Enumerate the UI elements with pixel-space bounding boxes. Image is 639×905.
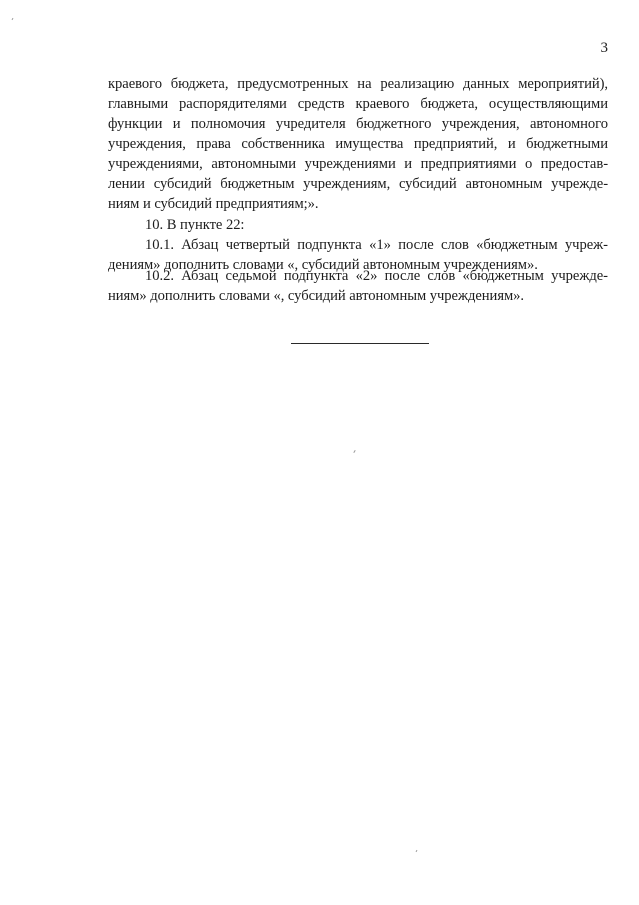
text-line: 10. В пункте 22: <box>145 217 245 233</box>
text-line: дениям» дополнить словами «, субсидий автономным учреждениям». <box>108 257 538 273</box>
scan-speck <box>12 18 14 20</box>
text-line: ниям и субсидий предприятиям;». <box>108 196 319 212</box>
text-line: лении субсидий бюджетным учреждениям, субсидий автономным учрежде- <box>108 176 608 192</box>
text-line: функции и полномочия учредителя бюджетного учреждения, автономного <box>108 116 608 132</box>
text-line: краевого бюджета, предусмотренных на реализацию данных мероприятий), <box>108 76 608 92</box>
page-number: 3 <box>600 40 608 56</box>
text-line: главными распорядителями средств краевого бюджета, осуществляющими <box>108 96 608 112</box>
scan-speck <box>416 850 418 852</box>
text-line: 10.2. Абзац седьмой подпункта «2» после слов «бюджетным учрежде- <box>145 268 608 284</box>
text-line: ниям» дополнить словами «, субсидий автономным учреждениям». <box>108 288 525 304</box>
text-line: учреждениями, автономными учреждениями и предприятиями о предостав- <box>108 156 608 172</box>
text-line: 10.1. Абзац четвертый подпункта «1» после слов «бюджетным учреж- <box>145 237 608 253</box>
closing-rule <box>291 343 429 344</box>
scan-speck <box>353 450 355 453</box>
text-line: учреждения, права собственника имущества предприятий, и бюджетными <box>108 136 608 152</box>
